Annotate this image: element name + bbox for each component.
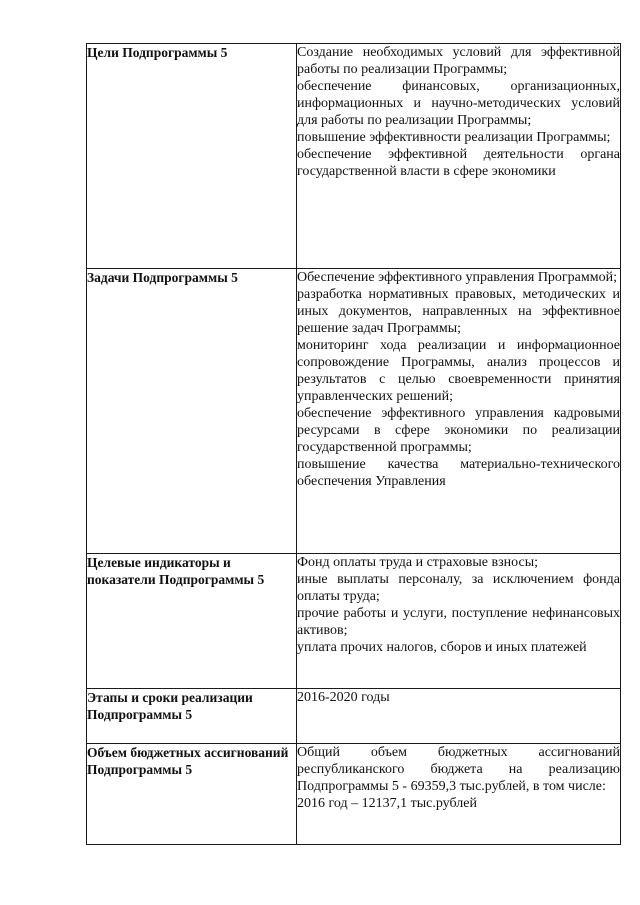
row-label-budget: Объем бюджетных ассигнований Подпрограммы 5 (87, 744, 297, 845)
row-label-tasks: Задачи Подпрограммы 5 (87, 269, 297, 554)
task-item: обеспечение эффективного управления кадровыми ресурсами в сфере экономики по реализации государственной программы; (297, 406, 620, 455)
row-value-goals (297, 44, 621, 269)
task-item: разработка нормативных правовых, методических и иных документов, направленных на эффективное решение задач Программы; (297, 287, 620, 336)
row-value-stages (297, 689, 621, 744)
table-row-goals (87, 44, 621, 269)
row-label-indicators: Целевые индикаторы и показатели Подпрограммы 5 (87, 554, 297, 689)
row-value-tasks (297, 269, 621, 554)
table-row-budget (87, 744, 621, 845)
task-item: Обеспечение эффективного управления Программой; (297, 270, 617, 285)
goal-item: обеспечение эффективной деятельности органа государственной власти в сфере экономики (297, 147, 620, 179)
indicator-item: уплата прочих налогов, сборов и иных платежей (297, 640, 587, 655)
row-label-goals: Цели Подпрограммы 5 (87, 44, 297, 269)
task-item: повышение качества материально-технического обеспечения Управления (297, 457, 620, 489)
table-row-stages (87, 689, 621, 744)
table-row-indicators (87, 554, 621, 689)
goal-item: повышение эффективности реализации Программы; (297, 130, 611, 145)
stage-item: 2016-2020 годы (297, 690, 390, 705)
task-item: мониторинг хода реализации и информационное сопровождение Программы, анализ процессов и результатов с целью своевременности принятия управленческих решений; (297, 338, 620, 404)
indicator-item: Фонд оплаты труда и страховые взносы; (297, 555, 538, 570)
indicator-item: иные выплаты персоналу, за исключением фонда оплаты труда; (297, 572, 620, 604)
goal-item: Создание необходимых условий для эффективной работы по реализации Программы; (297, 45, 620, 77)
goal-item: обеспечение финансовых, организационных, информационных и научно-методических условий для работы по реализации Программы; (297, 79, 620, 128)
row-label-stages: Этапы и сроки реализации Подпрограммы 5 (87, 689, 297, 744)
row-value-budget (297, 744, 621, 845)
budget-item: 2016 год – 12137,1 тыс.рублей (297, 796, 477, 811)
budget-item: Общий объем бюджетных ассигнований республиканского бюджета на реализацию Подпрограммы 5 - 69359,3 тыс.рублей, в том числе: (297, 745, 620, 794)
indicator-item: прочие работы и услуги, поступление нефинансовых активов; (297, 606, 620, 638)
subprogram-passport-table (86, 43, 621, 845)
row-value-indicators (297, 554, 621, 689)
table-row-tasks (87, 269, 621, 554)
